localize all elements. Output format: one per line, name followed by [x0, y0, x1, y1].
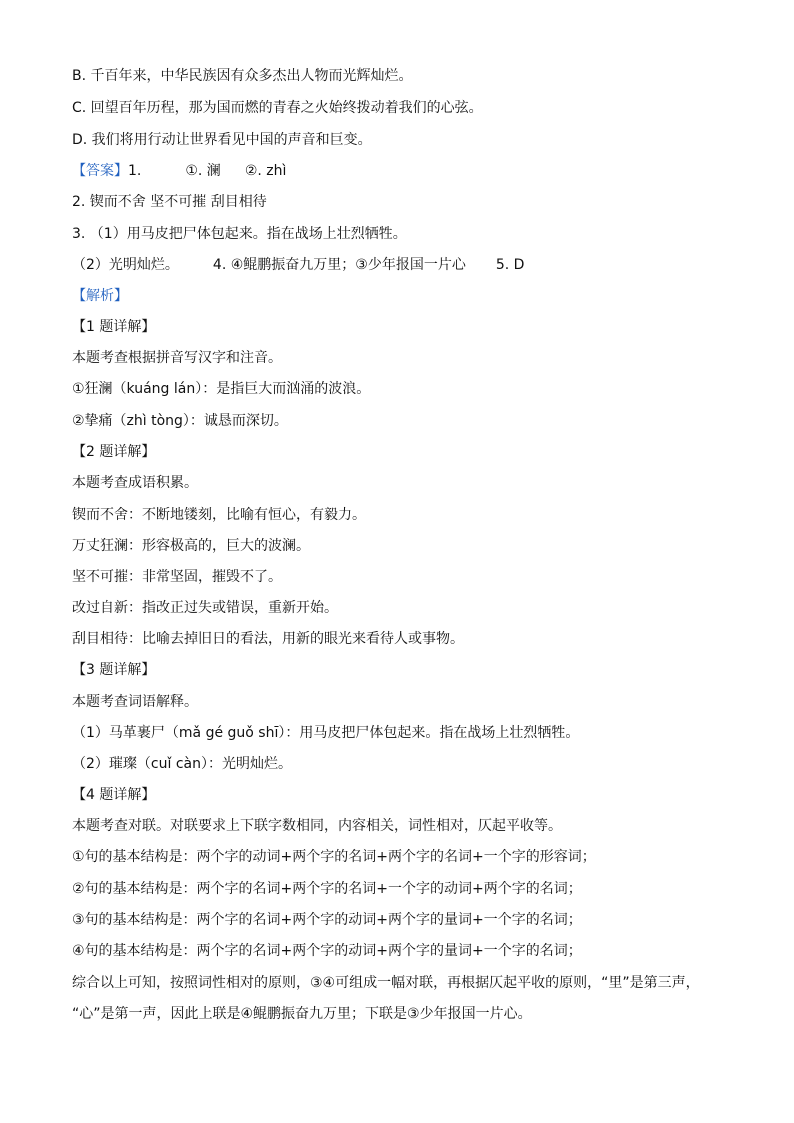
section-2-intro: 本题考查成语积累。 [72, 475, 198, 491]
section-1-item-a: ①狂澜（kuáng lán）：是指巨大而汹涌的波浪。 [72, 381, 371, 397]
section-2-title: 【2 题详解】 [72, 444, 156, 460]
option-d: D. 我们将用行动让世界看见中国的声音和巨变。 [72, 132, 372, 148]
answer-q3-1: 3. （1）用马皮把尸体包起来。指在战场上壮烈牺牲。 [72, 226, 407, 242]
analysis-label: 【解析】 [72, 288, 128, 304]
section-3-title: 【3 题详解】 [72, 662, 156, 678]
answer-q3-2: （2）光明灿烂。 [72, 257, 179, 273]
answer-q1-a: ①. 澜 [185, 163, 221, 179]
section-4-conclusion-1: 综合以上可知，按照词性相对的原则，③④可组成一幅对联，再根据仄起平收的原则，“里”是第三声， [72, 975, 700, 991]
section-4-item-b: ②句的基本结构是：两个字的名词+两个字的名词+一个字的动词+两个字的名词； [72, 881, 582, 897]
section-2-item-e: 刮目相待：比喻去掉旧日的看法，用新的眼光来看待人或事物。 [72, 631, 464, 647]
section-4-item-c: ③句的基本结构是：两个字的名词+两个字的动词+两个字的量词+一个字的名词； [72, 912, 582, 928]
section-4-conclusion-2: “心”是第一声，因此上联是④鲲鹏振奋九万里；下联是③少年报国一片心。 [72, 1006, 532, 1022]
answer-line-1 [72, 161, 286, 181]
answer-line-4 [72, 255, 524, 275]
section-4-title: 【4 题详解】 [72, 787, 156, 803]
answer-q5: 5. D [495, 257, 525, 273]
answer-q2: 2. 锲而不舍 坚不可摧 刮目相待 [72, 194, 267, 210]
section-4-intro: 本题考查对联。对联要求上下联字数相同，内容相关，词性相对，仄起平收等。 [72, 818, 562, 834]
option-c: C. 回望百年历程，那为国而燃的青春之火始终拨动着我们的心弦。 [72, 100, 483, 116]
section-2-item-b: 万丈狂澜：形容极高的，巨大的波澜。 [72, 538, 310, 554]
answer-label: 【答案】 [72, 163, 128, 179]
section-3-intro: 本题考查词语解释。 [72, 694, 198, 710]
section-1-item-b: ②挚痛（zhì tòng）：诚恳而深切。 [72, 413, 288, 429]
answer-q1: 1. [128, 163, 142, 179]
section-2-item-d: 改过自新：指改正过失或错误，重新开始。 [72, 600, 338, 616]
answer-q1-b: ②. zhì [244, 163, 287, 179]
section-3-item-a: （1）马革裹尸（mǎ gé guǒ shī）：用马皮把尸体包起来。指在战场上壮烈牺牲。 [72, 725, 580, 741]
section-4-item-a: ①句的基本结构是：两个字的动词+两个字的名词+两个字的名词+一个字的形容词； [72, 849, 596, 865]
section-1-intro: 本题考查根据拼音写汉字和注音。 [72, 350, 282, 366]
section-3-item-b: （2）璀璨（cuǐ càn）：光明灿烂。 [72, 756, 292, 772]
answer-q4: 4. ④鲲鹏振奋九万里；③少年报国一片心 [212, 257, 466, 273]
section-4-item-d: ④句的基本结构是：两个字的名词+两个字的动词+两个字的量词+一个字的名词； [72, 943, 582, 959]
option-b: B. 千百年来，中华民族因有众多杰出人物而光辉灿烂。 [72, 68, 413, 84]
section-2-item-a: 锲而不舍：不断地镂刻，比喻有恒心，有毅力。 [72, 507, 366, 523]
section-1-title: 【1 题详解】 [72, 319, 156, 335]
section-2-item-c: 坚不可摧：非常坚固，摧毁不了。 [72, 569, 282, 585]
